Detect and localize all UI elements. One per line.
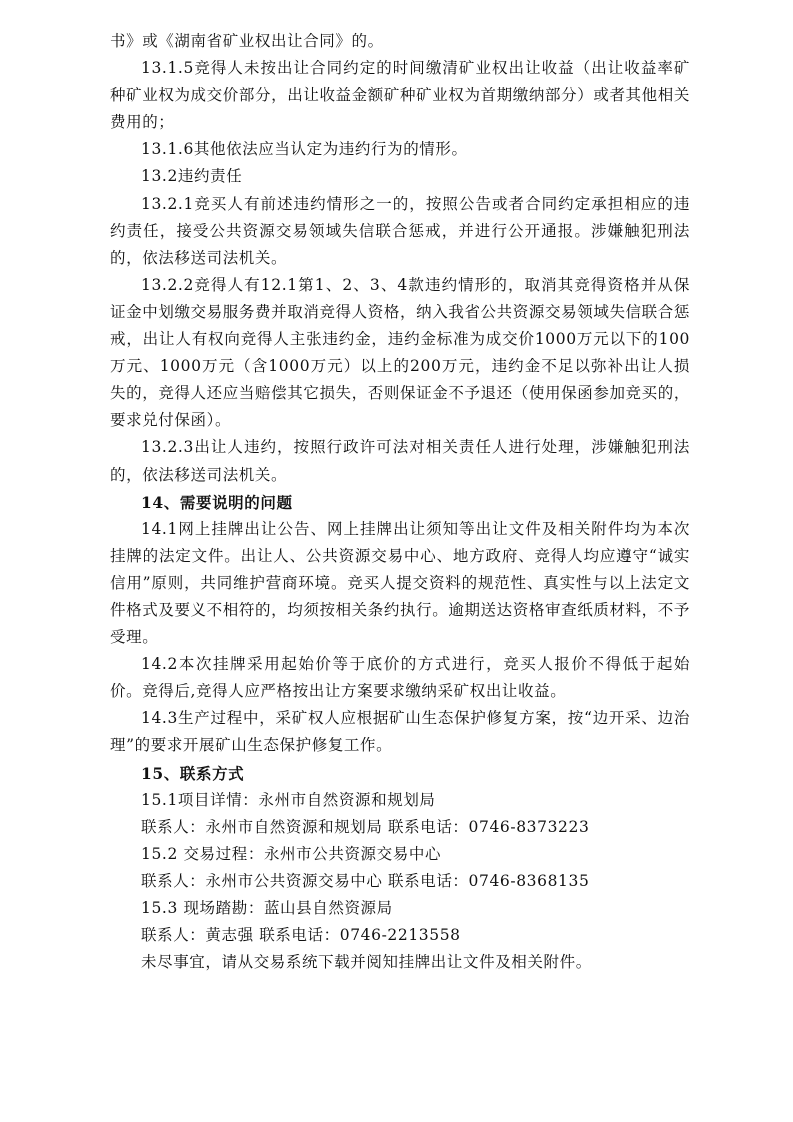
section-14-heading: 14、需要说明的问题 xyxy=(141,492,293,512)
clause-13-2-2: 13.2.2竞得人有12.1第1、2、3、4款违约情形的，取消其竞得资格并从保证金中划缴交易服务费并取消竞得人资格，纳入我省公共资源交易领域失信联合惩戒，出让人有权向竞得人主张违约金，违约金标准为成交价1000万元以下的100万元、1000万元（含1000万元）以上的200万元，违约金不足以弥补出让人损失的，竞得人还应当赔偿其它损失，否则保证金不予退还（使用保函参加竞买的，要求兑付保函）。 xyxy=(110,275,690,430)
clause-13-2-1: 13.2.1竞买人有前述违约情形之一的，按照公告或者合同约定承担相应的违约责任，接受公共资源交易领域失信联合惩戒，并进行公开通报。涉嫌触犯刑法的，依法移送司法机关。 xyxy=(110,194,690,267)
section-15-heading: 15、联系方式 xyxy=(141,763,245,783)
paragraph-contract-continuation: 书》或《湖南省矿业权出让合同》的。 xyxy=(110,32,384,50)
contact-15-1-person: 联系人：永州市自然资源和规划局 联系电话：0746-8373223 xyxy=(141,817,590,836)
closing-note: 未尽事宜，请从交易系统下载并阅知挂牌出让文件及相关附件。 xyxy=(141,953,592,972)
clause-13-2-3: 13.2.3出让人违约，按照行政许可法对相关责任人进行处理，涉嫌触犯刑法的，依法移送司法机关。 xyxy=(110,438,690,484)
document-body xyxy=(110,28,690,976)
clause-14-1: 14.1网上挂牌出让公告、网上挂牌出让须知等出让文件及相关附件均为本次挂牌的法定文件。出让人、公共资源交易中心、地方政府、竞得人均应遵守“诚实信用”原则，共同维护营商环境。竞买人提交资料的规范性、真实性与以上法定文件格式及要义不相符的，均须按相关条约执行。逾期送达资格审查纸质材料，不予受理。 xyxy=(110,519,690,647)
contact-15-1-project: 15.1项目详情：永州市自然资源和规划局 xyxy=(141,790,436,809)
clause-14-3: 14.3生产过程中，采矿权人应根据矿山生态保护修复方案，按“边开采、边治理”的要求开展矿山生态保护修复工作。 xyxy=(110,709,690,755)
section-13-2-heading: 13.2违约责任 xyxy=(141,167,243,186)
contact-15-3-survey: 15.3 现场踏勘：蓝山县自然资源局 xyxy=(141,899,393,917)
clause-13-1-6: 13.1.6其他依法应当认定为违约行为的情形。 xyxy=(141,140,468,159)
contact-15-2-person: 联系人：永州市公共资源交易中心 联系电话：0746-8368135 xyxy=(141,871,590,890)
clause-14-2: 14.2本次挂牌采用起始价等于底价的方式进行，竞买人报价不得低于起始价。竞得后,竞得人应严格按出让方案要求缴纳采矿权出让收益。 xyxy=(110,655,690,701)
clause-13-1-5: 13.1.5竞得人未按出让合同约定的时间缴清矿业权出让收益（出让收益率矿种矿业权为成交价部分，出让收益金额矿种矿业权为首期缴纳部分）或者其他相关费用的； xyxy=(110,59,690,132)
contact-15-2-trading: 15.2 交易过程：永州市公共资源交易中心 xyxy=(141,844,442,863)
contact-15-3-person: 联系人：黄志强 联系电话：0746-2213558 xyxy=(141,926,461,945)
